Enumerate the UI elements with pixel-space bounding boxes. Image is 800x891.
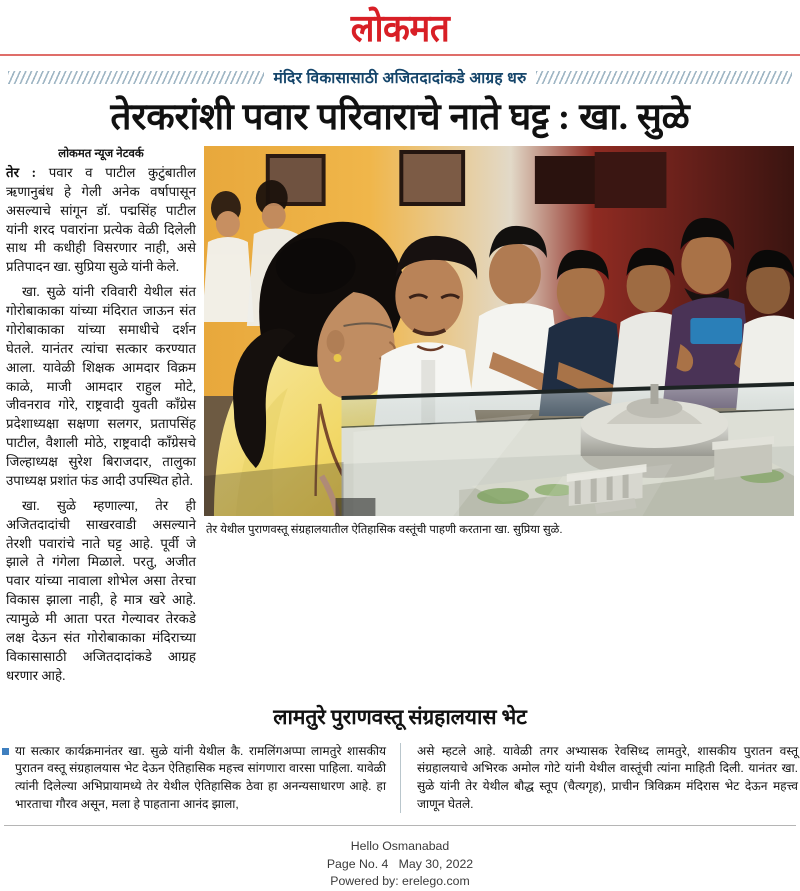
photo-caption: तेर येथील पुराणवस्तू संग्रहालयातील ऐतिहासिक वस्तूंची पाहणी करताना खा. सुप्रिया सुळे. <box>206 523 563 536</box>
footer <box>0 826 800 890</box>
article-right-column <box>202 146 794 538</box>
bulleted-paragraph <box>2 743 386 814</box>
article-left-column <box>6 146 202 692</box>
bullet-square-icon <box>2 748 9 755</box>
continuation-paragraph: असे म्हटले आहे. यावेळी तगर अभ्यासक रेवसिध्द लामतुरे, शासकीय पुरातन वस्तू संग्रहालयाचे अभिरक अमोल गोटे यांनी येथील वास्तूंची त्यांना माहिती दिली. यानंतर खा. सुळे यांनी तेर येथील बौद्ध स्तूप (चैत्यगृह), प्राचीन त्रिविक्रम मंदिरास भेट देऊन महत्त्व जाणून घेतले. <box>417 743 798 811</box>
news-photo <box>204 146 794 516</box>
bottom-column-left <box>2 743 400 814</box>
byline: लोकमत न्यूज नेटवर्क <box>58 147 144 160</box>
main-content-area <box>0 142 800 692</box>
hatch-decoration-left-icon <box>8 71 264 84</box>
dateline: तेर : <box>6 164 49 180</box>
page-title: तेरकरांशी पवार परिवाराचे नाते घट्ट : खा. सुळे <box>110 97 690 138</box>
article-paragraph <box>6 164 196 277</box>
section-subheading: लामतुरे पुराणवस्तू संग्रहालयास भेट <box>273 704 527 729</box>
footer-page-date: Page No. 4 May 30, 2022 <box>326 856 474 871</box>
kicker-text: मंदिर विकासासाठी अजितदादांकडे आग्रह धरु <box>273 70 527 87</box>
footer-publication: Hello Osmanabad <box>350 839 450 854</box>
masthead <box>0 0 800 52</box>
news-photo-illustration <box>204 146 794 516</box>
article-paragraph: खा. सुळे म्हणाल्या, तेर ही अजितदादांची साखरवाडी असल्याने तेरशी पवारांचे नाते घट्ट आहे. पूर्वी जे झाले ते गंगेला मिळाले. परतु, अजीत पवार यांच्या नावाला शोभेल असा तेरचा विकास झाला नाही, हे मात्र खरे आहे. त्यामुळे मी आता परत गेल्यावर तेरकडे लक्ष देऊन संत गोरोबाकाका मंदिराच्या विकासासाठी अजितदादांकडे आग्रह धरणार आहे. <box>6 497 196 683</box>
masthead-divider-rule <box>0 54 800 56</box>
bottom-column-right <box>400 743 798 814</box>
bullet-paragraph-text: या सत्कार कार्यक्रमानंतर खा. सुळे यांनी येथील कै. रामलिंगअप्पा लामतुरे शासकीय पुरातन वस्तू संग्रहालयास भेट देऊन ऐतिहासिक महत्त्व सांगणारा वारसा पाहिला. यावेळी त्यांनी दिलेल्या अभिप्रायामध्ये तेर येथील ऐतिहासिक ठेवा हा अनन्यसाधारण आहे. हा भारताचा गौरव असून, मला हे पाहताना आनंद झाला, <box>15 743 386 811</box>
kicker-row <box>0 56 800 92</box>
lokmat-logo: लोकमत <box>350 6 450 50</box>
article-paragraph: खा. सुळे यांनी रविवारी येथील संत गोरोबाकाका यांच्या मंदिरात जाऊन संत गोरोबाकाका यांच्या समाधीचे दर्शन घेतले. यानंतर त्यांचा सत्कार करण्यात आला. यावेळी शिक्षक आमदार विक्रम काळे, माजी आमदार राहुल मोटे, जीवनराव गोरे, राष्ट्रवादी युवती काँग्रेस प्रदेशाध्यक्षा सक्षणा सलगर, प्रतापसिंह पाटील, वैशाली मोठे, राष्ट्रवादी काँग्रेसचे जिल्हाध्यक्ष सुरेश बिराजदार, तालुका उपाध्यक्ष प्रशांत फंड आदी उपस्थित होते. <box>6 284 196 488</box>
paragraph-text: पवार व पाटील कुटुंबातील ऋणानुबंध हे गेली अनेक वर्षापासून असल्याचे सांगून डॉ. पद्मसिंह पाटील यांनी शरद पवारांना प्रत्येक वेळी दिलेली साथ मी कधीही विसरणार नाही, असे प्रतिपादन खा. सुप्रिया सुळे यांनी केले. <box>6 164 196 275</box>
footer-powered-by: Powered by: erelego.com <box>330 874 470 889</box>
hatch-decoration-right-icon <box>536 71 792 84</box>
bottom-columns <box>0 741 800 814</box>
